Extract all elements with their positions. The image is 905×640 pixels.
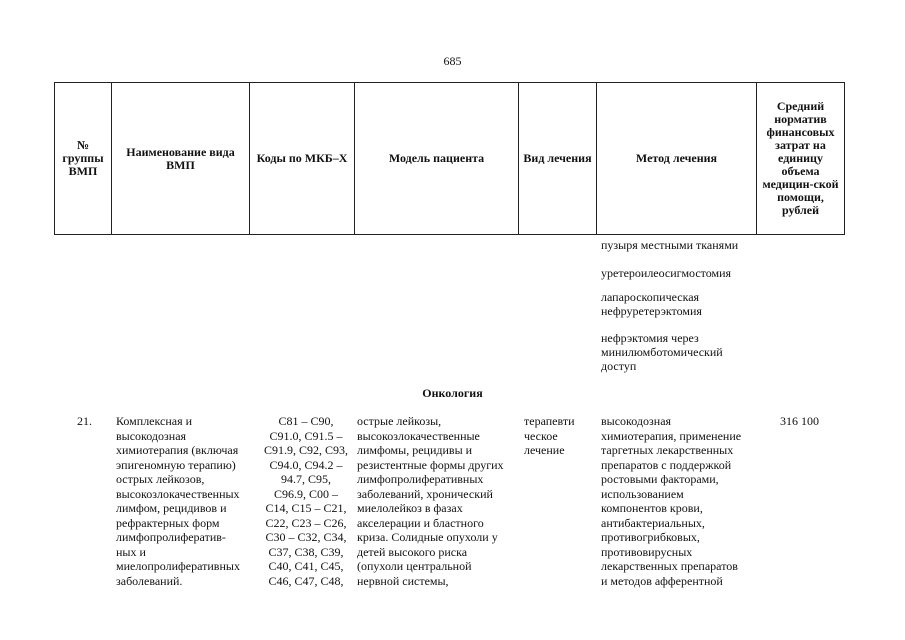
header-name: Наименование вида ВМП: [112, 83, 250, 235]
continued-method-3: лапароскопическая нефруретерэктомия: [601, 290, 702, 318]
continued-method-4: нефрэктомия через минилюмботомический доступ: [601, 331, 723, 373]
row-treatment-type: терапевти ческое лечение: [524, 414, 575, 457]
page-number: 685: [443, 54, 462, 68]
row-number: 21.: [77, 414, 92, 428]
header-model: Модель пациента: [355, 83, 519, 235]
row-method: высокодозная химиотерапия, применение таргетных лекарственных препаратов с поддержкой ростовыми факторами, использованием компонентов крови, антибактериальных, противогрибковых, противовирусных лекарственных препаратов и методов афферентной: [601, 414, 742, 588]
row-cost: 316 100: [780, 414, 819, 428]
continued-method-2: уретероилеосигмостомия: [601, 266, 732, 280]
continued-method-1: пузыря местными тканями: [601, 238, 739, 252]
header-group-number: № группы ВМП: [55, 83, 112, 235]
header-codes: Коды по МКБ–Х: [250, 83, 355, 235]
row-model: острые лейкозы, высокозлокачественные лимфомы, рецидивы и резистентные формы других лимфопролиферативных заболеваний, хронический миелолейкоз в фазах акселерации и бластного криза. Солидные опухоли у детей высокого риска (опухоли центральной нервной системы,: [357, 414, 504, 588]
table-header: [54, 82, 845, 235]
section-title: Онкология: [422, 386, 483, 400]
header-treatment-type: Вид лечения: [519, 83, 597, 235]
header-method: Метод лечения: [597, 83, 757, 235]
row-codes: C81 – C90, C91.0, C91.5 – C91.9, C92, C93, C94.0, C94.2 – 94.7, C95, C96.9, C00 – C14, C15 – C21, C22, C23 – C26, C30 – C32, C34, C37, C38, C39, C40, C41, C45, C46, C47, C48,: [263, 414, 348, 588]
row-name: Комплексная и высокодозная химиотерапия (включая эпигеномную терапию) острых лейкозов, высокозлокачественных лимфом, рецидивов и рефрактерных форм лимфопролифератив- ных и миелопролиферативных заболеваний.: [116, 414, 240, 588]
header-cost: Средний норматив финансовых затрат на единицу объема медицин-ской помощи, рублей: [757, 83, 845, 235]
